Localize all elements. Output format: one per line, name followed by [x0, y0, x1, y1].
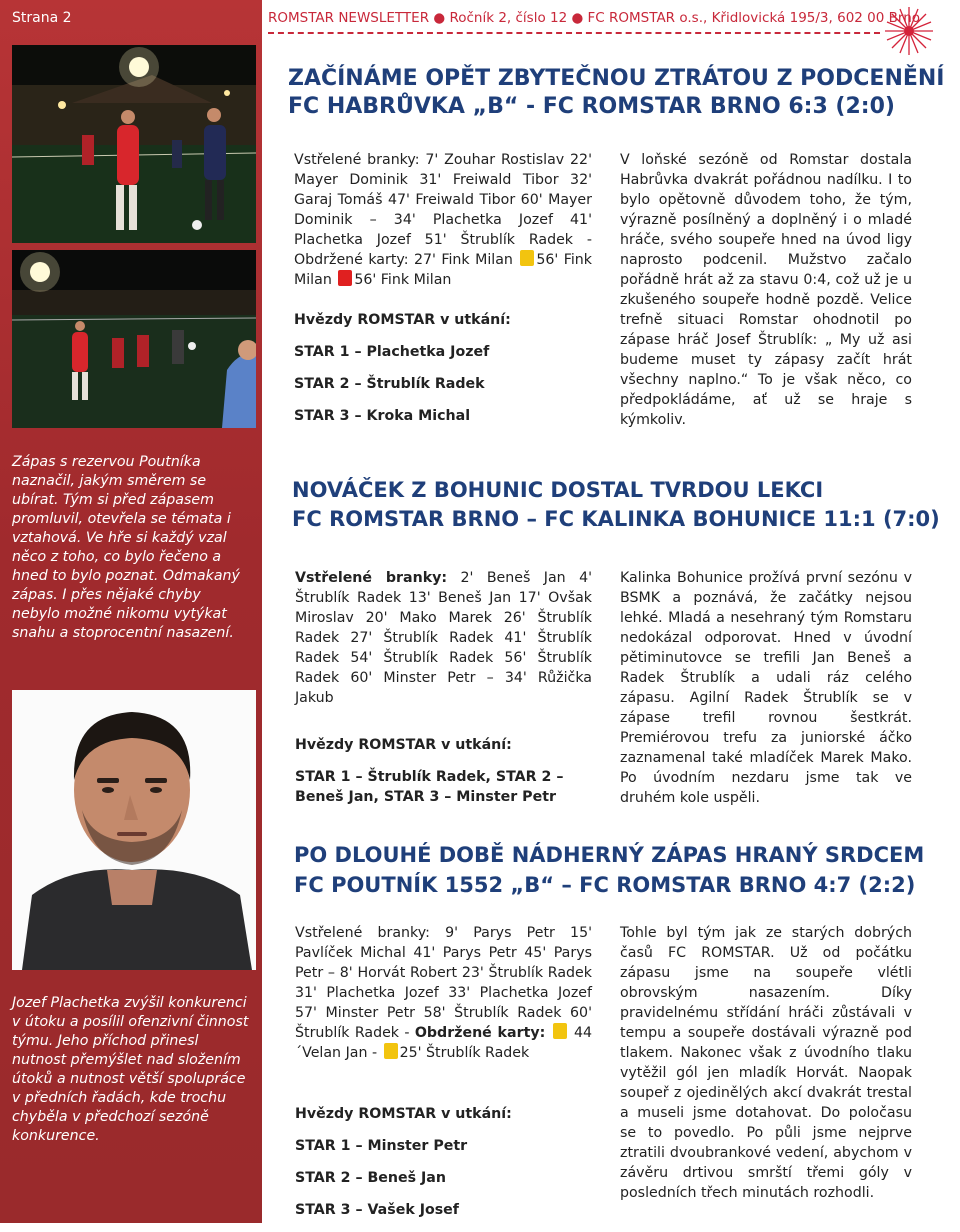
match-photo-2 — [12, 250, 256, 428]
yellow-card-icon — [520, 250, 534, 266]
article2-text: Kalinka Bohunice prožívá první sezónu v BSMK a poznává, že začátky nejsou lehké. Mladá a nesehraný tým Romstaru nedokázal odporovat. Hned v úvodní pětiminutovce se trefili Jan Beneš a Radek Štrublík a udali ráz celého zápasu. Agilní Radek Štrublík se v zápase trefil rovnou šestkrát. Premiérovou trefu za juniorské áčko zaznamenal také mladíček Marek Mako. Po úvodním nezdaru jsme tak ve druhém kole uspěli. — [620, 570, 912, 806]
article1-title-line1: ZAČÍNÁME OPĚT ZBYTEČNOU ZTRÁTOU Z PODCENĚNÍ — [288, 66, 945, 91]
article3-cards-label: Obdržené karty: — [414, 1025, 546, 1041]
article2-stats-column — [295, 568, 592, 708]
yellow-card-icon — [384, 1043, 398, 1059]
article2-goals-label: Vstřelené branky: — [295, 570, 448, 586]
article2-stars-list: STAR 1 – Štrublík Radek, STAR 2 – Beneš Jan, STAR 3 – Minster Petr — [295, 769, 564, 805]
article2-goals: 2' Beneš Jan 4' Štrublík Radek 13' Beneš Jan 17' Ovšak Miroslav 20' Mako Marek 26' Štrublík Radek 27' Štrublík Radek 41' Štrublík Radek 54' Štrublík Radek 56' Štrublík Radek 60' Minster Petr – 34' Růžička Jakub — [295, 570, 593, 706]
article1-stats-column — [294, 150, 592, 290]
article3-card1: 44´Velan Jan - — [295, 1025, 593, 1061]
article1-card1: 56' Fink Milan — [294, 252, 592, 288]
match-photo-1 — [12, 45, 256, 243]
article3-stars-heading: Hvězdy ROMSTAR v utkání: — [295, 1106, 512, 1122]
page-number: Strana 2 — [12, 10, 72, 26]
article2-title-line2: FC ROMSTAR BRNO – FC KALINKA BOHUNICE 11:1 (7:0) — [292, 507, 940, 531]
newsletter-header: ROMSTAR NEWSLETTER ● Ročník 2, číslo 12 ● FC ROMSTAR o.s., Křidlovická 195/3, 602 00 Brno — [268, 10, 921, 26]
article3-stars — [295, 1104, 592, 1232]
sidebar-caption-2: Jozef Plachetka zvýšil konkurenci v útoku a posílil ofenzivní činnost týmu. Jeho příchod přinesl nutnost přemýšlet nad složením útoků a nutnost větší spolupráce v předních řadách, kde trochu chyběla v předchozí sezóně konkurence. — [12, 995, 249, 1144]
article1-title-line2: FC HABRŮVKA „B“ - FC ROMSTAR BRNO 6:3 (2:0) — [288, 94, 895, 119]
article3-stats-column — [295, 923, 592, 1063]
yellow-card-icon — [553, 1023, 567, 1039]
article1-stars-heading: Hvězdy ROMSTAR v utkání: — [294, 312, 511, 328]
article1-goals: Vstřelené branky: 7' Zouhar Rostislav 22' Mayer Dominik 31' Freiwald Tibor 32' Garaj Tomáš 47' Freiwald Tibor 60' Mayer Dominik – 34' Plachetka Jozef 41' Plachetka Jozef 51' Štrublík Radek - Obdržené karty: 27' Fink Milan — [294, 152, 592, 268]
article1-star2: STAR 2 – Štrublík Radek — [294, 376, 485, 392]
article1-star3: STAR 3 – Kroka Michal — [294, 408, 471, 424]
red-card-icon — [338, 270, 352, 286]
article2-stars — [295, 735, 592, 807]
article1-star1: STAR 1 – Plachetka Jozef — [294, 344, 490, 360]
article3-star2: STAR 2 – Beneš Jan — [295, 1170, 446, 1186]
article3-goals: Vstřelené branky: 9' Parys Petr 15' Pavlíček Michal 41' Parys Petr 45' Parys Petr – 8' Horvát Robert 23' Štrublík Radek 31' Plachetka Jozef 33' Plachetka Jozef 57' Minster Petr 58' Štrublík Radek 60' Štrublík Radek - — [295, 925, 592, 1041]
article3-text: Tohle byl tým jak ze starých dobrých časů FC ROMSTAR. Už od počátku zápasu jsme na soupeře vlétli obrovským nasazením. Díky pravidelnému střídání hráči zůstávali v tempu a soupeře dostávali výrazně pod tlakem. Nakonec však z úvodního tlaku vytěžil gól jen mladík Horvát. Naopak soupeř z ojedinělých akcí dvakrát trestal a museli jsme dotahovat. Do poločasu se to povedlo. Po půli jsme nejprve ztratili dvoubrankové vedení, abychom v závěru drtivou smrští třemi góly v posledních třech minutách rozhodli. — [620, 925, 912, 1201]
article2-stars-heading: Hvězdy ROMSTAR v utkání: — [295, 737, 512, 753]
article1-card2: 56' Fink Milan — [354, 272, 452, 288]
sidebar-caption-1: Zápas s rezervou Poutníka naznačil, jakým směrem se ubírat. Tým si před zápasem promluvil, otevřela se témata i vztahová. Ve hře si každý vzal něco z toho, co bylo řečeno a hned to bylo poznat. Odmakaný zápas. I přes nějaké chyby nebylo možné nikomu vytýkat snahu a stoprocentní nasazení. — [12, 454, 240, 641]
article2-title-line1: NOVÁČEK Z BOHUNIC DOSTAL TVRDOU LEKCI — [292, 478, 824, 502]
article3-title-line1: PO DLOUHÉ DOBĚ NÁDHERNÝ ZÁPAS HRANÝ SRDCEM — [294, 843, 925, 867]
article3-star1: STAR 1 – Minster Petr — [295, 1138, 468, 1154]
article3-card2: 25' Štrublík Radek — [399, 1045, 530, 1061]
article3-star3: STAR 3 – Vašek Josef — [295, 1202, 459, 1218]
header-divider — [268, 32, 880, 34]
player-portrait-photo — [12, 690, 256, 970]
article3-title-line2: FC POUTNÍK 1552 „B“ – FC ROMSTAR BRNO 4:7 (2:2) — [294, 873, 916, 897]
article1-stars — [294, 310, 592, 438]
star-logo-icon — [884, 6, 934, 56]
article1-text: V loňské sezóně od Romstar dostala Habrůvka dvakrát pořádnou nadílku. I to bylo opětovně důvodem toho, že tým, výrazně posílněný a doplněný i o mladé hráče, svého soupeře hned na úvod ligy naprosto podcenil. Mužstvo začalo pořádně hrát až za stavu 0:4, což už je u zkušeného soupeře hodně pozdě. Velice trefně situaci Romstar ohodnotil po zápase hráč Josef Štrublík: „ My už asi budeme muset ty zápasy začít hrát všechny naplno.“ To je však něco, co předpokládáme, ať už se hraje s kýmkoliv. — [620, 152, 912, 428]
